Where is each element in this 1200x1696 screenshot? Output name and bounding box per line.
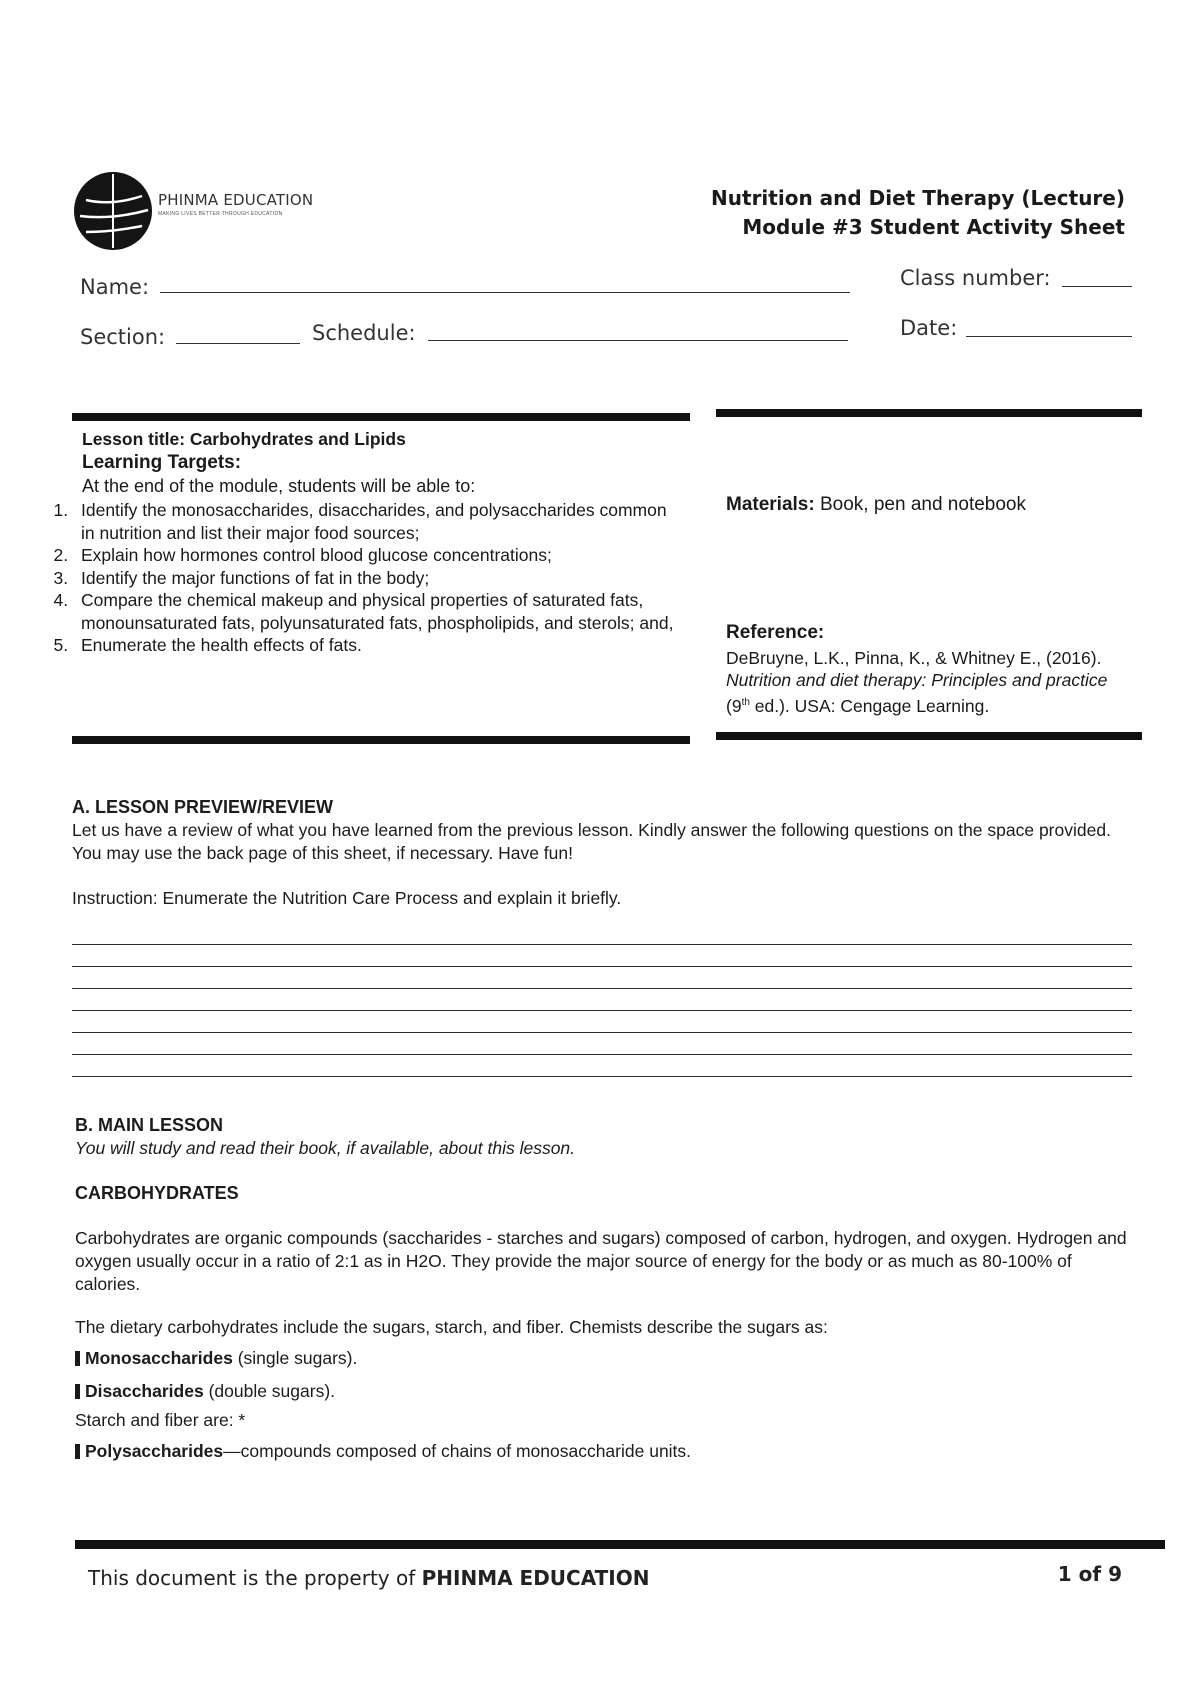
section-a-instruction: Instruction: Enumerate the Nutrition Care Process and explain it briefly. (72, 888, 622, 908)
section-b-heading: B. MAIN LESSON (75, 1115, 224, 1135)
monosaccharides-item (75, 1347, 1135, 1370)
answer-line[interactable] (72, 1010, 1132, 1011)
phinma-logo (72, 170, 154, 252)
section-a (72, 796, 1134, 910)
polysaccharides-desc: —compounds composed of chains of monosaccharide units. (223, 1441, 692, 1461)
section-field[interactable] (176, 343, 300, 344)
title-line-1: Nutrition and Diet Therapy (Lecture) (711, 186, 1125, 210)
lesson-title: Lesson title: Carbohydrates and Lipids (82, 429, 406, 449)
answer-line[interactable] (72, 1054, 1132, 1055)
name-label: Name: (80, 275, 150, 299)
lesson-box (82, 428, 682, 657)
reference-label: Reference: (726, 622, 825, 643)
answer-line[interactable] (72, 1076, 1132, 1077)
reference-book-title: Nutrition and diet therapy: Principles and practice (726, 670, 1108, 690)
date-field[interactable] (966, 336, 1132, 337)
reference-text (726, 647, 1126, 717)
target-item: 5. Enumerate the health effects of fats. (73, 634, 682, 657)
materials-label: Materials: (726, 494, 815, 515)
reference-authors: DeBruyne, L.K., Pinna, K., & Whitney E., (2016). (726, 647, 1102, 668)
starch-fiber-line: Starch and fiber are: * (75, 1410, 246, 1430)
polysaccharides-item (75, 1440, 1135, 1463)
answer-line[interactable] (72, 966, 1132, 967)
monosaccharides-desc: (single sugars). (237, 1348, 358, 1368)
section-label: Section: (80, 325, 166, 349)
target-item: 3. Identify the major functions of fat in the body; (73, 567, 682, 590)
materials-value: Book, pen and notebook (819, 494, 1026, 515)
class-number-label: Class number: (900, 266, 1051, 290)
date-label: Date: (900, 316, 958, 340)
schedule-label: Schedule: (312, 321, 416, 345)
answer-line[interactable] (72, 988, 1132, 989)
carbohydrates-heading: CARBOHYDRATES (75, 1183, 239, 1203)
lesson-box-bottom-bar (72, 736, 690, 744)
target-item: 2. Explain how hormones control blood glucose concentrations; (73, 544, 682, 567)
section-a-intro: Let us have a review of what you have learned from the previous lesson. Kindly answer the following questions on the space provided. You may use the back page of this sheet, if necessary. Have fun! (72, 820, 1111, 863)
class-number-field[interactable] (1062, 286, 1132, 287)
monosaccharides-term: Monosaccharides (85, 1348, 233, 1368)
target-item: 1. Identify the monosaccharides, disaccharides, and polysaccharides common in nutrition and list their major food sources; (73, 499, 682, 544)
lesson-box-top-bar (72, 413, 690, 421)
reference-edition-close: ed.). USA: Cengage Learning. (754, 695, 990, 716)
disaccharides-term: Disaccharides (85, 1381, 204, 1401)
targets-intro: At the end of the module, students will be able to: (82, 475, 476, 496)
learning-targets-heading: Learning Targets: (82, 451, 242, 473)
polysaccharides-term: Polysaccharides (85, 1441, 224, 1461)
document-title (711, 184, 1125, 242)
footer-property-text: This document is the property of (88, 1566, 416, 1590)
title-line-2: Module #3 Student Activity Sheet (742, 215, 1125, 239)
disaccharides-item (75, 1380, 1135, 1403)
side-box-bottom-bar (716, 732, 1142, 740)
bullet-icon (75, 1384, 80, 1399)
section-a-heading: A. LESSON PREVIEW/REVIEW (72, 797, 334, 817)
bullet-icon (75, 1351, 80, 1366)
answer-line[interactable] (72, 944, 1132, 945)
reference-edition-sup: th (741, 696, 750, 708)
section-b (75, 1114, 1135, 1463)
bullet-icon (75, 1444, 80, 1459)
materials (726, 494, 1126, 517)
footer-text (88, 1566, 649, 1590)
learning-targets-list (2, 499, 682, 657)
target-item: 4. Compare the chemical makeup and physical properties of saturated fats, monounsaturated fats, polyunsaturated fats, phospholipids, and sterols; and, (73, 589, 682, 634)
section-b-intro: You will study and read their book, if available, about this lesson. (75, 1138, 576, 1158)
name-field[interactable] (160, 292, 850, 293)
answer-line[interactable] (72, 1032, 1132, 1033)
carbohydrates-definition: Carbohydrates are organic compounds (saccharides - starches and sugars) composed of carbon, hydrogen, and oxygen. Hydrogen and oxygen usually occur in a ratio of 2:1 as in H2O. They provide the major source of energy for the body or as much as 80-100% of calories. (75, 1228, 1127, 1294)
schedule-field[interactable] (428, 340, 848, 341)
page-number: 1 of 9 (1057, 1562, 1122, 1586)
side-box-top-bar (716, 409, 1142, 417)
disaccharides-desc: (double sugars). (208, 1381, 336, 1401)
dietary-carbohydrates-text: The dietary carbohydrates include the sugars, starch, and fiber. Chemists describe the sugars as: (75, 1317, 828, 1337)
footer-brand: PHINMA EDUCATION (421, 1566, 650, 1590)
brand-name: PHINMA EDUCATION (158, 191, 314, 209)
footer-bar (75, 1540, 1165, 1549)
reference-edition-open: (9 (726, 695, 742, 716)
brand-tagline: MAKING LIVES BETTER THROUGH EDUCATION (158, 211, 283, 217)
reference (726, 622, 1126, 717)
